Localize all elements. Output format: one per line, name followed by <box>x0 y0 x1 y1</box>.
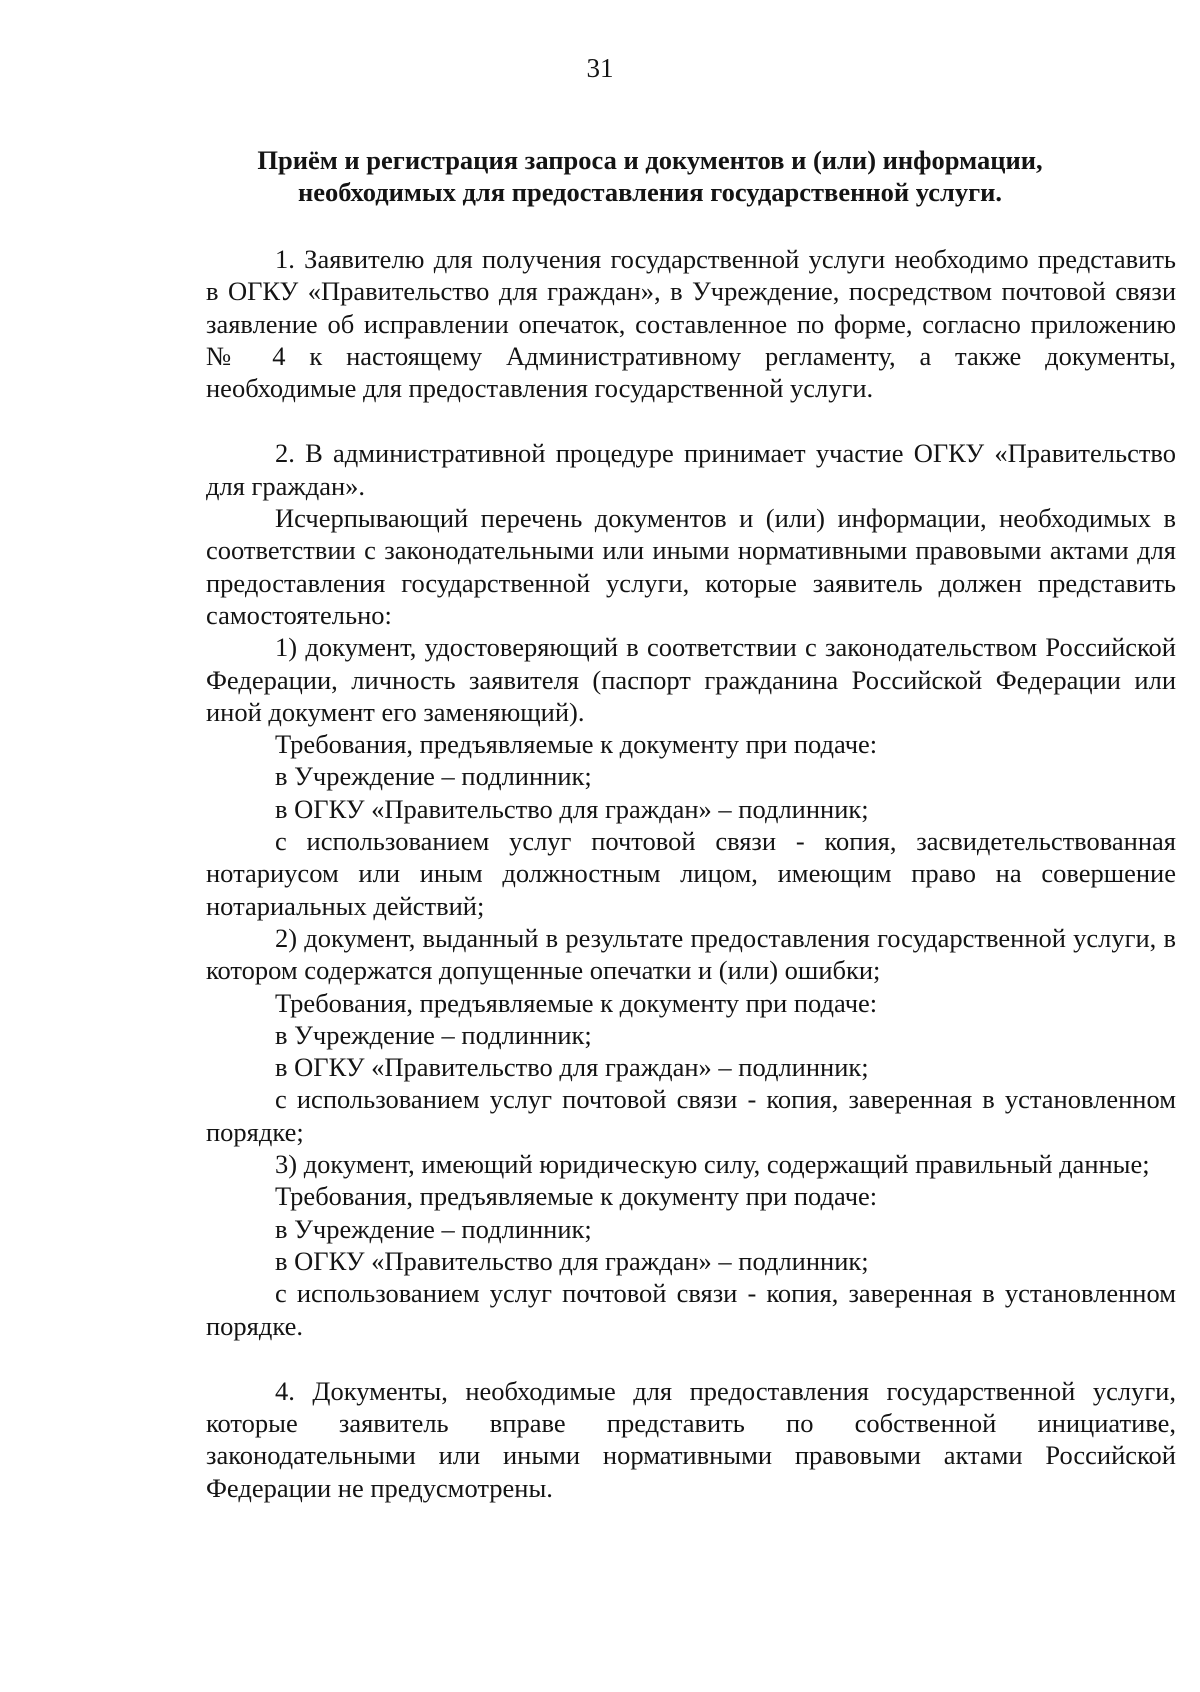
requirements-heading-3: Требования, предъявляемые к документу при подаче: <box>275 1181 878 1212</box>
requirement-3-institution: в Учреждение – подлинник; <box>275 1213 592 1244</box>
requirement-1-ogku: в ОГКУ «Правительство для граждан» – подлинник; <box>275 793 869 824</box>
requirement-1-institution: в Учреждение – подлинник; <box>275 761 592 792</box>
heading-line-1: Приём и регистрация запроса и документов и (или) информации, <box>257 145 1043 175</box>
requirement-1-postal: с использованием услуг почтовой связи - копия, засвидетельствованная нотариусом или иным должностным лицом, имеющим право на совершение нотариальных действий; <box>206 826 1176 921</box>
heading-line-2: необходимых для предоставления государственной услуги. <box>297 177 1003 207</box>
section-heading <box>150 144 1150 208</box>
paragraph-2: 2. В административной процедуре принимает участие ОГКУ «Правительство для граждан». <box>206 438 1176 501</box>
list-item-2: 2) документ, выданный в результате предоставления государственной услуги, в котором содержатся допущенные опечатки и (или) ошибки; <box>206 922 1176 986</box>
list-item-1: 1) документ, удостоверяющий в соответствии с законодательством Российской Федерации, личность заявителя (паспорт гражданина Российской Федерации или иной документ его заменяющий). <box>206 632 1176 727</box>
paragraph-1: 1. Заявителю для получения государственной услуги необходимо представить в ОГКУ «Правительство для граждан», в Учреждение, посредством почтовой связи заявление об исправлении опечаток, составленное по форме, согласно приложению № 4 к настоящему Административному регламенту, а также документы, необходимые для предоставления государственной услуги. <box>206 244 1176 404</box>
page-number: 31 <box>586 53 614 83</box>
requirement-3-postal: с использованием услуг почтовой связи - копия, заверенная в установленном порядке. <box>206 1278 1176 1341</box>
requirement-2-institution: в Учреждение – подлинник; <box>275 1019 592 1050</box>
requirements-heading-2: Требования, предъявляемые к документу при подаче: <box>275 987 878 1018</box>
paragraph-4: 4. Документы, необходимые для предоставления государственной услуги, которые заявитель вправе представить по собственной инициативе, законодательными или иными нормативными правовыми актами Российской Федерации не предусмотрены. <box>206 1375 1176 1503</box>
paragraph-3: Исчерпывающий перечень документов и (или) информации, необходимых в соответствии с законодательными или иными нормативными правовыми актами для предоставления государственной услуги, которые заявитель должен представить самостоятельно: <box>206 503 1176 630</box>
requirement-3-ogku: в ОГКУ «Правительство для граждан» – подлинник; <box>275 1245 869 1276</box>
requirement-2-ogku: в ОГКУ «Правительство для граждан» – подлинник; <box>275 1052 869 1083</box>
requirements-heading-1: Требования, предъявляемые к документу при подаче: <box>275 729 878 760</box>
document-body <box>206 243 1176 1504</box>
requirement-2-postal: с использованием услуг почтовой связи - копия, заверенная в установленном порядке; <box>206 1084 1176 1147</box>
list-item-3: 3) документ, имеющий юридическую силу, содержащий правильный данные; <box>275 1149 1150 1180</box>
